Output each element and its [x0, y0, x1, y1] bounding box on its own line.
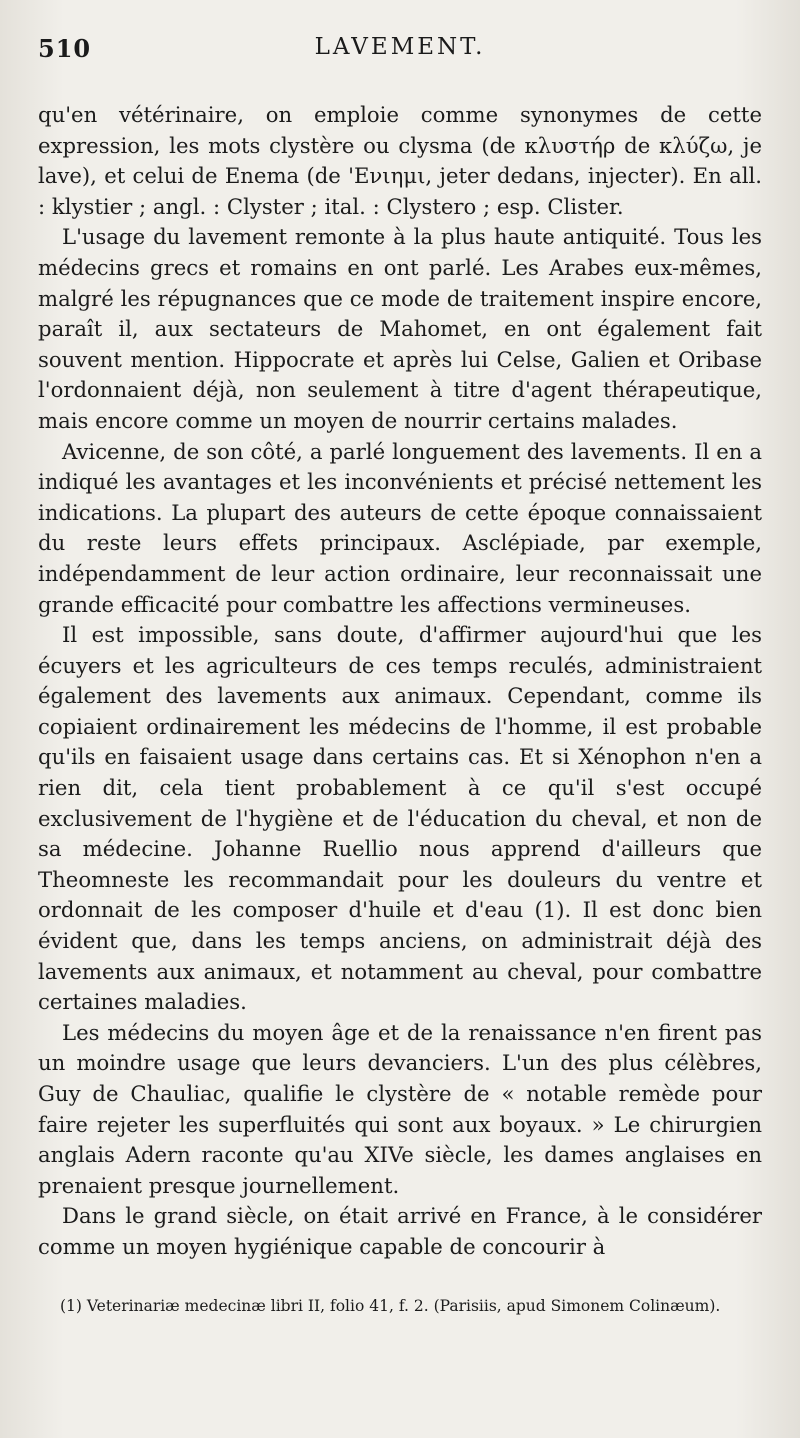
paragraph: L'usage du lavement remonte à la plus haute antiquité. Tous les médecins grecs et romains en ont parlé. Les Arabes eux-mêmes, malgré les répugnances que ce mode de traitement inspire encore, paraît il, aux sectateurs de Mahomet, en ont également fait souvent mention. Hippocrate et après lui Celse, Galien et Oribase l'ordonnaient déjà, non seulement à titre d'agent thérapeutique, mais encore comme un moyen de nourrir certains malades.: [38, 224, 762, 433]
page-header: [38, 28, 762, 72]
page-number: 510: [38, 34, 92, 63]
running-title: LAVEMENT.: [314, 34, 486, 60]
paragraph: Il est impossible, sans doute, d'affirmer aujourd'hui que les écuyers et les agriculteurs de ces temps reculés, administraient également des lavements aux animaux. Cependant, comme ils copiaient ordinairement les médecins de l'homme, il est probable qu'ils en faisaient usage dans certains cas. Et si Xénophon n'en a rien dit, cela tient probablement à ce qu'il s'est occupé exclusivement de l'hygiène et de l'éducation du cheval, et non de sa médecine. Johanne Ruellio nous apprend d'ailleurs que Theomneste les recommandait pour les douleurs du ventre et ordonnait de les composer d'huile et d'eau (1). Il est donc bien évident que, dans les temps anciens, on administrait déjà des lavements aux animaux, et notamment au cheval, pour combattre certaines maladies.: [38, 622, 762, 1015]
paragraph: Dans le grand siècle, on était arrivé en France, à le considérer comme un moyen hygiénique capable de concourir à: [38, 1203, 762, 1259]
paragraph: Avicenne, de son côté, a parlé longuement des lavements. Il en a indiqué les avantages et les inconvénients et précisé nettement les indications. La plupart des auteurs de cette époque connaissaient du reste leurs effets principaux. Asclépiade, par exemple, indépendamment de leur action ordinaire, leur reconnaissait une grande efficacité pour combattre les affections vermineuses.: [38, 438, 762, 617]
paragraph: qu'en vétérinaire, on emploie comme synonymes de cette expression, les mots clystère ou clysma (de κλυστήρ de κλύζω, je lave), et celui de Enema (de 'Ενιημι, jeter dedans, injecter). En all. : klystier ; angl. : Clyster ; ital. : Clystero ; esp. Clister.: [38, 102, 762, 219]
footnote: (1) Veterinariæ medecinæ libri II, folio 41, f. 2. (Parisiis, apud Simonem Colinæum).: [60, 1296, 721, 1315]
paragraph: Les médecins du moyen âge et de la renaissance n'en firent pas un moindre usage que leurs devanciers. L'un des plus célèbres, Guy de Chauliac, qualifie le clystère de « notable remède pour faire rejeter les superfluités qui sont aux boyaux. » Le chirurgien anglais Adern raconte qu'au XIVe siècle, les dames anglaises en prenaient presque journellement.: [38, 1019, 762, 1198]
body-text: [38, 100, 762, 1263]
